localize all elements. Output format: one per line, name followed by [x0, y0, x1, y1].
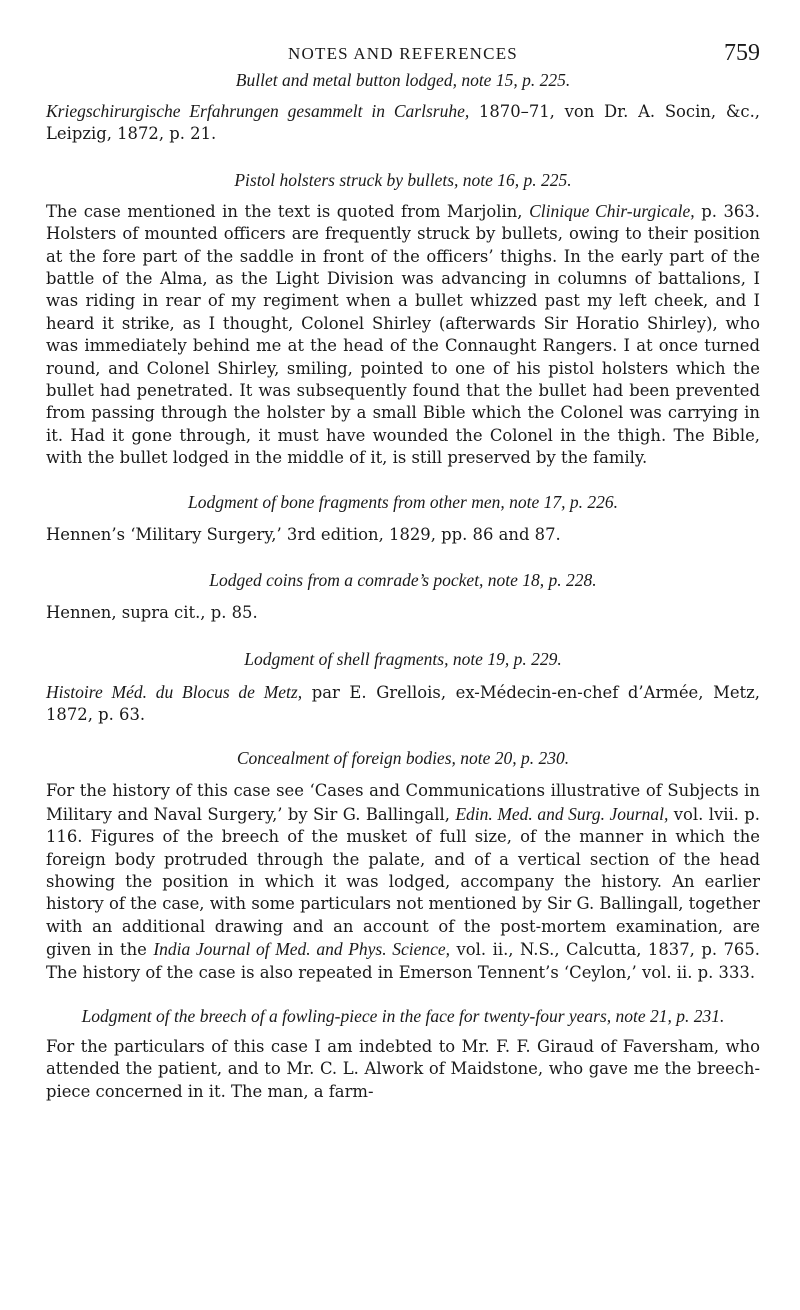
note-entry — [46, 490, 760, 546]
text-run: Hennen, supra cit., p. 85. — [46, 603, 258, 623]
entry-title: Lodgment of the breech of a fowling-piece in the face for twenty-four years, note 21, p. 231. — [81, 1005, 725, 1026]
text-run: p. 363. Holsters of mounted officers are frequently struck by bullets, owing to their position at the fore part of the saddle in front of the officers’ thighs. In the early part of the battle of the Alma, as the Light Division was advancing in columns of battalions, I was riding in rear of my regiment when a bullet whizzed past my left cheek, and I heard it strike, as I thought, Colonel Shirley (afterwards Sir Horatio Shirley), who was immediately behind me at the head of the Connaught Rangers. I at once turned round, and Colonel Shirley, smiling, pointed to one of his pistol holsters which the bullet had penetrated. It was subsequently found that the bullet had been prevented from passing through the holster by a small Bible which the Colonel was carrying in it. Had it gone through, it must have wounded the Colonel in the thigh. The Bible, with the bullet lodged in the middle of it, is still preserved by the family. — [46, 201, 760, 468]
page-header — [46, 0, 760, 66]
entry-title: Bullet and metal button lodged, note 15, p. 225. — [235, 70, 571, 90]
note-entry — [46, 568, 760, 624]
text-run: Hennen’s ‘Military Surgery,’ 3rd edition, 1829, pp. 86 and 87. — [46, 524, 561, 544]
note-entry — [46, 168, 760, 470]
entry-title: Pistol holsters struck by bullets, note 16, p. 225. — [234, 169, 572, 190]
entry-paragraph — [46, 100, 760, 146]
entry-paragraph — [46, 681, 760, 727]
text-run: 1870–71, von Dr. A. Socin, &c., Leipzig, 1872, p. 21. — [46, 102, 761, 144]
entry-title: Concealment of foreign bodies, note 20, p. 230. — [236, 748, 570, 769]
entry-paragraph — [46, 200, 760, 470]
entry-title: Lodgment of shell fragments, note 19, p. 229. — [244, 648, 562, 669]
note-entry — [46, 746, 760, 984]
note-entry — [46, 1004, 760, 1103]
note-entry — [46, 68, 760, 146]
text-run: Clinique Chir-urgicale, — [529, 200, 695, 221]
entry-paragraph — [46, 602, 760, 624]
text-run: The case mentioned in the text is quoted from Marjolin, — [46, 201, 530, 221]
text-run: vol. ii., N.S., Calcutta, 1837, p. 765. The history of the case is also repeated in Emerson Tennent’s ‘Ceylon,’ vol. ii. p. 333. — [46, 940, 760, 982]
note-entry — [46, 647, 760, 727]
text-run: Kriegschirurgische Erfahrungen gesammelt in Carlsruhe, — [46, 101, 470, 121]
running-head: NOTES AND REFERENCES — [288, 44, 518, 63]
document-page — [46, 0, 760, 1103]
entry-title: Lodgment of bone fragments from other men, note 17, p. 226. — [187, 491, 618, 512]
text-run: vol. lvii. p. 116. Figures of the breech of the musket of full size, of the manner in which the foreign body protruded through the palate, and of a vertical section of the head showing the position in which it was lodged, accompany the history. An earlier history of the case, with some particulars not mentioned by Sir G. Ballingall, together with an additional drawing and an account of the post-mortem examination, are given in the — [46, 804, 760, 960]
text-run: India Journal of Med. and Phys. Science, — [153, 939, 451, 960]
page-number: 759 — [724, 40, 760, 66]
text-run: For the history of this case see ‘Cases and Communications illustrative of Subjects in Military and Naval Surgery,’ by Sir G. Ballingall, — [46, 781, 760, 824]
entry-title: Lodged coins from a comrade’s pocket, note 18, p. 228. — [209, 570, 597, 591]
text-run: Edin. Med. and Surg. Journal, — [455, 803, 669, 824]
text-run: Histoire Méd. du Blocus de Metz, — [46, 681, 303, 702]
entry-paragraph — [46, 1036, 760, 1103]
entry-paragraph — [46, 524, 760, 546]
text-run: For the particulars of this case I am indebted to Mr. F. F. Giraud of Faversham, who attended the patient, and to Mr. C. L. Alwork of Maidstone, who gave me the breech-piece concerned in it. The man, a farm- — [46, 1036, 760, 1101]
text-run: par E. Grellois, ex-Médecin-en-chef d’Armée, Metz, 1872, p. 63. — [46, 682, 760, 724]
entry-paragraph — [46, 780, 760, 984]
